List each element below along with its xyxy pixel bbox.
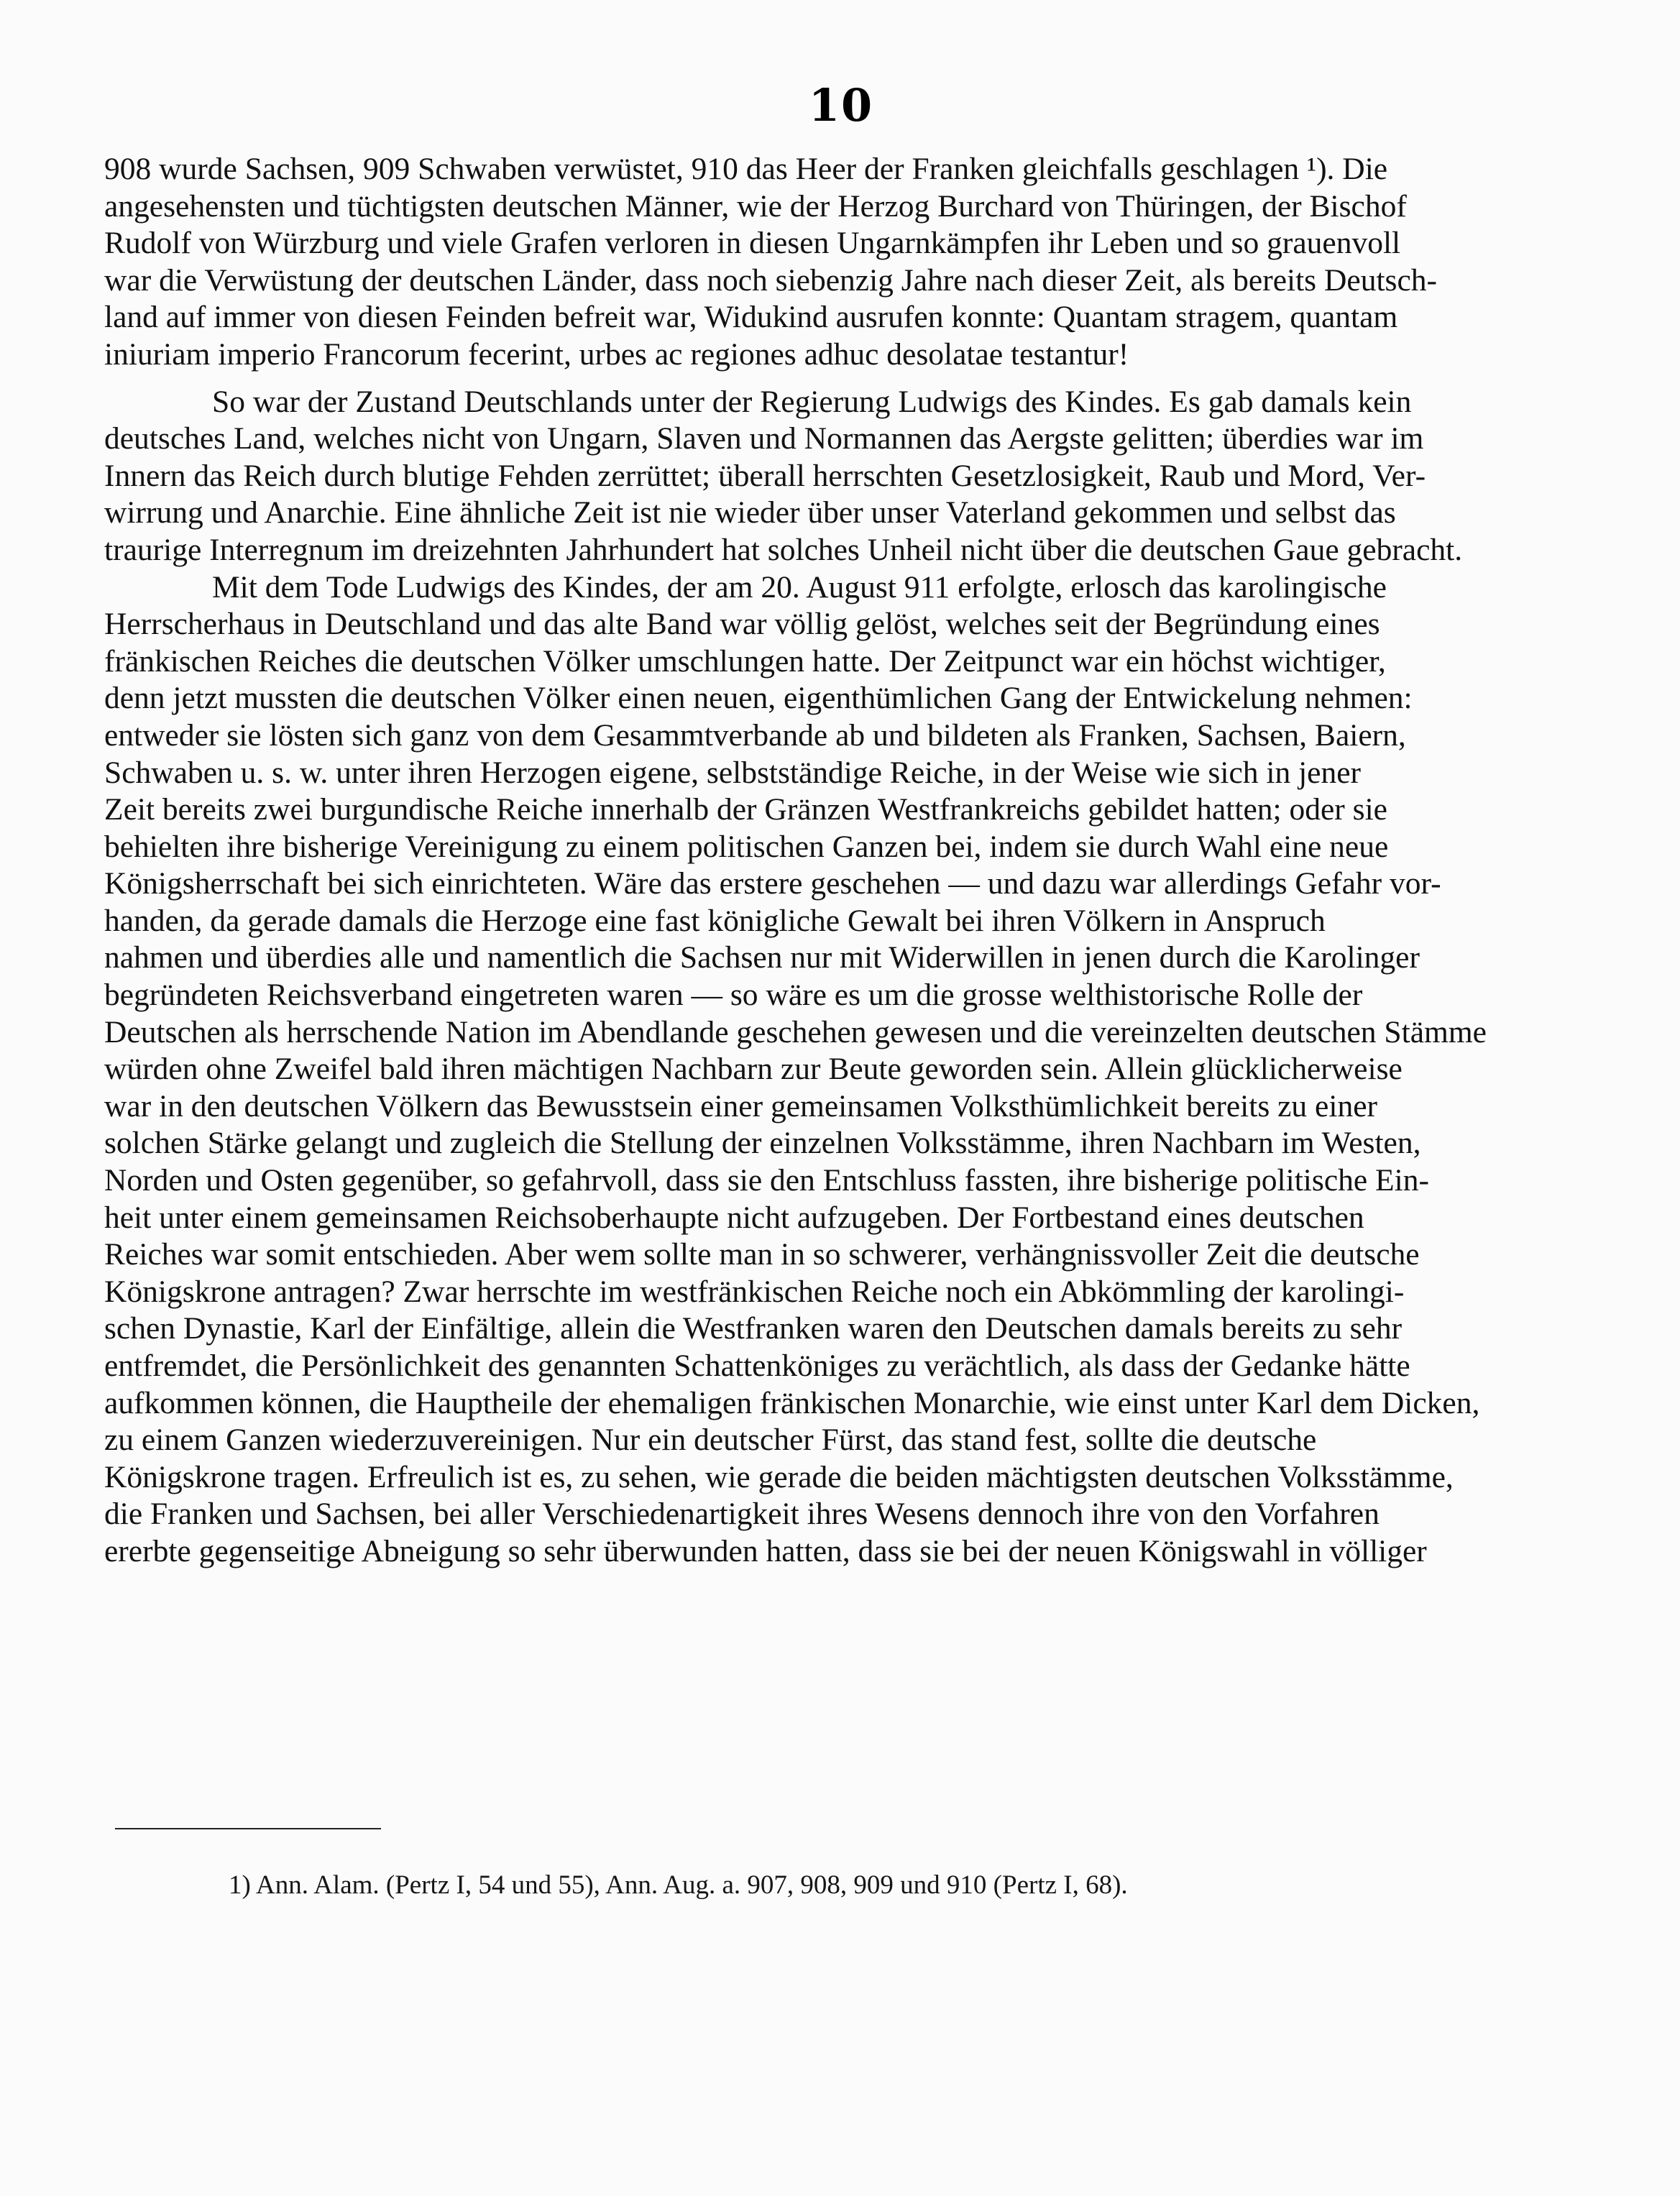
text-line: Herrscherhaus in Deutschland und das alte Band war völlig gelöst, welches seit der Begründung eines	[104, 607, 1380, 642]
text-line: iniuriam imperio Francorum fecerint, urbes ac regiones adhuc desolatae testantur!	[104, 336, 1129, 372]
footnote: 1) Ann. Alam. (Pertz I, 54 und 55), Ann. Aug. a. 907, 908, 909 und 910 (Pertz I, 68).	[229, 1870, 1128, 1900]
body-text	[104, 151, 1585, 1571]
text-line: zu einem Ganzen wiederzuvereinigen. Nur ein deutscher Fürst, das stand fest, sollte die deutsche	[104, 1423, 1317, 1458]
text-line: deutsches Land, welches nicht von Ungarn, Slaven und Normannen das Aergste gelitten; überdies war im	[104, 421, 1424, 456]
text-line: Zeit bereits zwei burgundische Reiche innerhalb der Gränzen Westfrankreichs gebildet hatten; oder sie	[104, 792, 1387, 827]
paragraph-1	[104, 151, 1585, 374]
text-line: Königskrone antragen? Zwar herrschte im westfränkischen Reiche noch ein Abkömmling der karolingi-	[104, 1274, 1405, 1309]
text-line: die Franken und Sachsen, bei aller Verschiedenartigkeit ihres Wesens dennoch ihre von den Vorfahren	[104, 1497, 1380, 1532]
text-line: Schwaben u. s. w. unter ihren Herzogen eigene, selbstständige Reiche, in der Weise wie sich in jener	[104, 755, 1362, 790]
text-line: ererbte gegenseitige Abneigung so sehr überwunden hatten, dass sie bei der neuen Königswahl in völliger	[104, 1533, 1427, 1568]
text-line: Reiches war somit entschieden. Aber wem sollte man in so schwerer, verhängnissvoller Zeit die deutsche	[104, 1237, 1420, 1272]
text-line: entweder sie lösten sich ganz von dem Gesammtverbande ab und bildeten als Franken, Sachsen, Baiern,	[104, 717, 1406, 753]
text-line: Mit dem Tode Ludwigs des Kindes, der am 20. August 911 erfolgte, erlosch das karolingische	[212, 569, 1387, 605]
text-line: Königskrone tragen. Erfreulich ist es, zu sehen, wie gerade die beiden mächtigsten deutschen Volksstämme,	[104, 1459, 1454, 1494]
page-number: 10	[808, 79, 874, 132]
text-line: heit unter einem gemeinsamen Reichsoberhaupte nicht aufzugeben. Der Fortbestand eines deutschen	[104, 1200, 1364, 1235]
text-line: traurige Interregnum im dreizehnten Jahrhundert hat solches Unheil nicht über die deutschen Gaue gebracht.	[104, 532, 1463, 567]
text-line: schen Dynastie, Karl der Einfältige, allein die Westfranken waren den Deutschen damals bereits zu sehr	[104, 1311, 1403, 1346]
text-line: Königsherrschaft bei sich einrichteten. Wäre das erstere geschehen — und dazu war allerdings Gefahr vor-	[104, 866, 1441, 901]
text-line: angesehensten und tüchtigsten deutschen Männer, wie der Herzog Burchard von Thüringen, der Bischof	[104, 188, 1407, 224]
text-line: war in den deutschen Völkern das Bewusstsein einer gemeinsamen Volksthümlichkeit bereits zu einer	[104, 1088, 1377, 1124]
paragraph-2	[104, 384, 1585, 569]
text-line: begründeten Reichsverband eingetreten waren — so wäre es um die grosse welthistorische Rolle der	[104, 978, 1363, 1013]
text-line: 908 wurde Sachsen, 909 Schwaben verwüstet, 910 das Heer der Franken gleichfalls geschlagen ¹). Die	[104, 152, 1388, 186]
text-line: denn jetzt mussten die deutschen Völker einen neuen, eigenthümlichen Gang der Entwickelung nehmen:	[104, 681, 1413, 716]
text-line: war die Verwüstung der deutschen Länder, dass noch siebenzig Jahre nach dieser Zeit, als bereits Deutsch-	[104, 262, 1438, 298]
text-line: wirrung und Anarchie. Eine ähnliche Zeit ist nie wieder über unser Vaterland gekommen und selbst das	[104, 495, 1396, 530]
text-line: nahmen und überdies alle und namentlich die Sachsen nur mit Widerwillen in jenen durch die Karolinger	[104, 940, 1420, 975]
footnote-divider	[115, 1828, 381, 1829]
text-line: aufkommen können, die Hauptheile der ehemaligen fränkischen Monarchie, wie einst unter Karl dem Dicken,	[104, 1385, 1480, 1420]
text-line: fränkischen Reiches die deutschen Völker umschlungen hatte. Der Zeitpunct war ein höchst wichtiger,	[104, 643, 1386, 679]
text-line: Deutschen als herrschende Nation im Abendlande geschehen gewesen und die vereinzelten deutschen Stämme	[104, 1014, 1487, 1049]
paragraph-gap	[104, 374, 1585, 384]
text-line: entfremdet, die Persönlichkeit des genannten Schattenköniges zu verächtlich, als dass der Gedanke hätte	[104, 1349, 1410, 1383]
text-line: solchen Stärke gelangt und zugleich die Stellung der einzelnen Volksstämme, ihren Nachbarn im Westen,	[104, 1126, 1421, 1161]
paragraph-3	[104, 569, 1585, 1571]
text-line: land auf immer von diesen Feinden befreit war, Widukind ausrufen konnte: Quantam stragem, quantam	[104, 300, 1398, 335]
text-line: Norden und Osten gegenüber, so gefahrvoll, dass sie den Entschluss fassten, ihre bisherige politische Ein-	[104, 1163, 1429, 1198]
text-line: So war der Zustand Deutschlands unter der Regierung Ludwigs des Kindes. Es gab damals kein	[212, 384, 1412, 419]
text-line: behielten ihre bisherige Vereinigung zu einem politischen Ganzen bei, indem sie durch Wahl eine neue	[104, 829, 1389, 864]
text-line: Innern das Reich durch blutige Fehden zerrüttet; überall herrschten Gesetzlosigkeit, Raub und Mord, Ver-	[104, 458, 1426, 493]
text-line: Rudolf von Würzburg und viele Grafen verloren in diesen Ungarnkämpfen ihr Leben und so grauenvoll	[104, 226, 1401, 261]
text-line: handen, da gerade damals die Herzoge eine fast königliche Gewalt bei ihren Völkern in Anspruch	[104, 903, 1326, 938]
text-line: würden ohne Zweifel bald ihren mächtigen Nachbarn zur Beute geworden sein. Allein glücklicherweise	[104, 1052, 1403, 1087]
